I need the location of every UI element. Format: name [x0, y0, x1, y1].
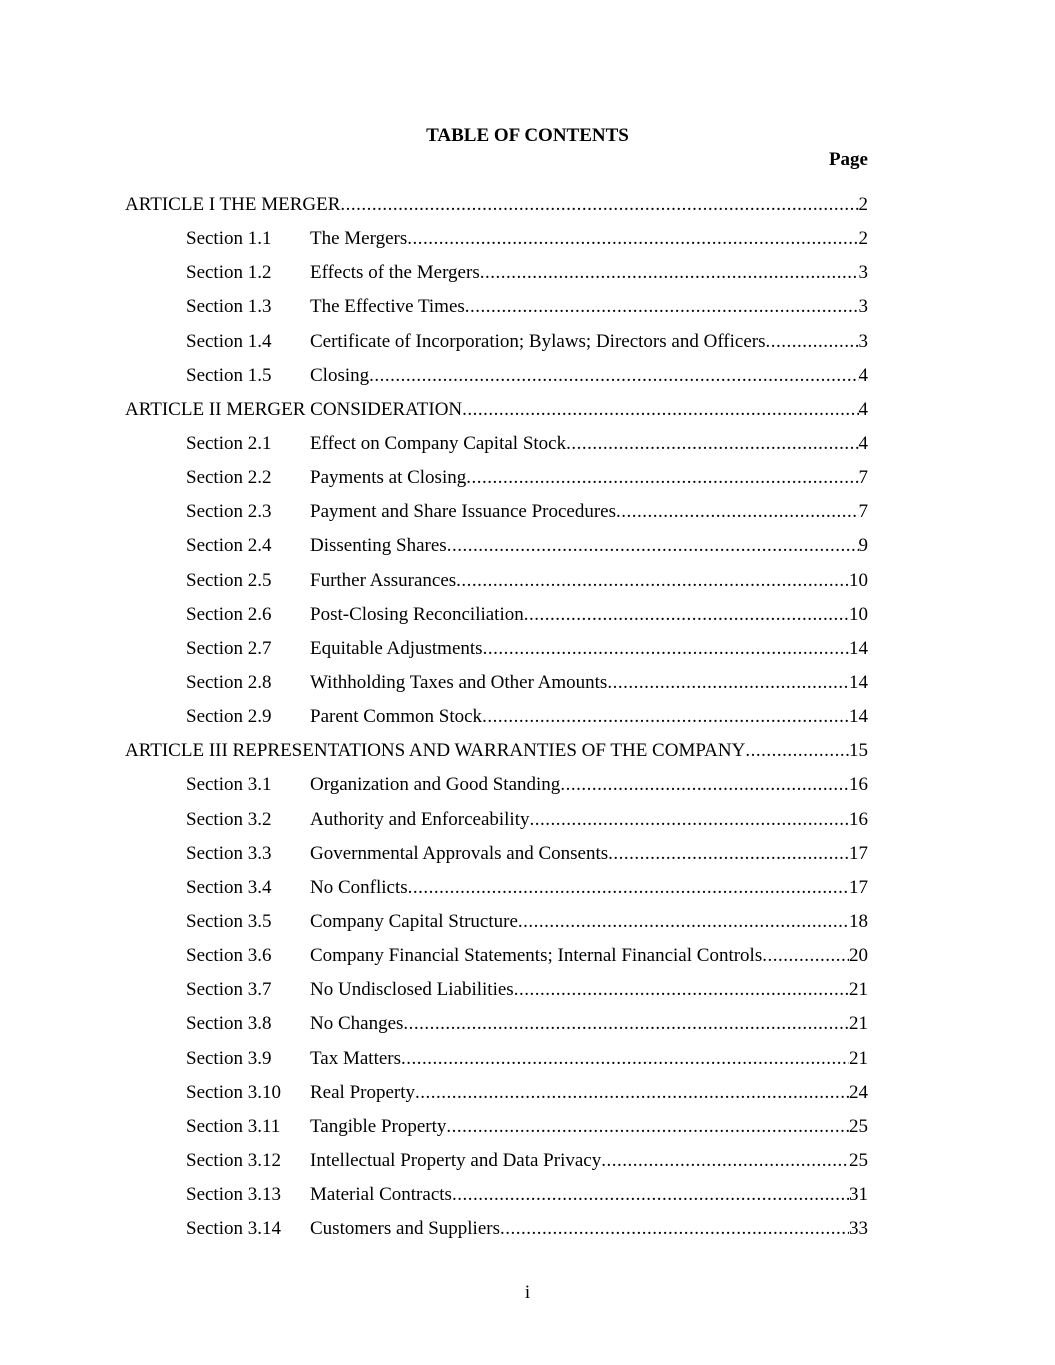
section-number: Section 3.3 — [186, 842, 272, 864]
entry-page-number: 16 — [849, 808, 868, 830]
section-number: Section 2.1 — [186, 432, 272, 454]
toc-section-entry[interactable] — [125, 842, 868, 876]
dot-leader — [762, 944, 849, 968]
section-number: Section 3.1 — [186, 774, 272, 796]
dot-leader — [465, 295, 859, 319]
dot-leader — [518, 910, 849, 934]
entry-page-number: 16 — [849, 774, 868, 796]
section-title: Payments at Closing — [310, 467, 467, 489]
entry-page-number: 21 — [849, 1013, 868, 1035]
dot-leader — [447, 534, 859, 558]
dot-leader — [480, 261, 859, 285]
section-title: Real Property — [310, 1081, 416, 1103]
section-title: Effects of the Mergers — [310, 262, 480, 284]
entry-page-number: 10 — [849, 569, 868, 591]
dot-leader — [560, 773, 849, 797]
toc-section-entry[interactable] — [125, 1047, 868, 1081]
dot-leader — [616, 500, 858, 524]
toc-section-entry[interactable] — [125, 876, 868, 910]
toc-section-entry[interactable] — [125, 261, 868, 295]
toc-section-entry[interactable] — [125, 500, 868, 534]
section-number: Section 1.3 — [186, 296, 272, 318]
section-title: No Undisclosed Liabilities — [310, 979, 514, 1001]
article-title: ARTICLE III REPRESENTATIONS AND WARRANTIES OF THE COMPANY — [125, 740, 746, 762]
toc-section-entry[interactable] — [125, 534, 868, 568]
dot-leader — [466, 466, 858, 490]
entry-page-number: 33 — [849, 1218, 868, 1240]
entry-page-number: 3 — [858, 330, 868, 352]
dot-leader — [456, 569, 849, 593]
dot-leader — [452, 1183, 849, 1207]
dot-leader — [482, 705, 849, 729]
section-number: Section 2.8 — [186, 671, 272, 693]
toc-article-entry[interactable] — [125, 193, 868, 227]
entry-page-number: 9 — [858, 535, 868, 557]
dot-leader — [500, 1217, 849, 1241]
section-number: Section 2.4 — [186, 535, 272, 557]
toc-section-entry[interactable] — [125, 432, 868, 466]
entry-page-number: 3 — [858, 262, 868, 284]
dot-leader — [566, 432, 858, 456]
section-number: Section 2.2 — [186, 467, 272, 489]
section-title: Material Contracts — [310, 1184, 452, 1206]
section-number: Section 1.4 — [186, 330, 272, 352]
entry-page-number: 2 — [858, 228, 868, 250]
section-title: Organization and Good Standing — [310, 774, 561, 796]
dot-leader — [514, 978, 849, 1002]
entry-page-number: 4 — [858, 364, 868, 386]
dot-leader — [745, 739, 849, 763]
section-title: No Changes — [310, 1013, 404, 1035]
entry-page-number: 3 — [858, 296, 868, 318]
dot-leader — [483, 637, 849, 661]
entry-page-number: 14 — [849, 706, 868, 728]
toc-list — [125, 193, 868, 1251]
section-number: Section 3.8 — [186, 1013, 272, 1035]
entry-page-number: 7 — [858, 467, 868, 489]
toc-section-entry[interactable] — [125, 808, 868, 842]
section-title: Closing — [310, 364, 370, 386]
section-number: Section 3.6 — [186, 945, 272, 967]
entry-page-number: 21 — [849, 1047, 868, 1069]
dot-leader — [415, 1081, 849, 1105]
toc-section-entry[interactable] — [125, 1217, 868, 1251]
entry-page-number: 14 — [849, 637, 868, 659]
section-title: Certificate of Incorporation; Bylaws; Directors and Officers — [310, 330, 766, 352]
section-number: Section 3.9 — [186, 1047, 272, 1069]
toc-section-entry[interactable] — [125, 944, 868, 978]
section-number: Section 3.10 — [186, 1081, 281, 1103]
article-title: ARTICLE I THE MERGER — [125, 194, 341, 215]
dot-leader — [462, 398, 858, 422]
dot-leader — [607, 671, 849, 695]
dot-leader — [408, 876, 849, 900]
section-title: Effect on Company Capital Stock — [310, 432, 567, 454]
section-title: Governmental Approvals and Consents — [310, 842, 609, 864]
section-title: Payment and Share Issuance Procedures — [310, 501, 617, 523]
section-title: The Effective Times — [310, 296, 465, 318]
entry-page-number: 4 — [858, 398, 868, 420]
section-number: Section 2.7 — [186, 637, 272, 659]
toc-section-entry[interactable] — [125, 295, 868, 329]
entry-page-number: 17 — [849, 876, 868, 898]
dot-leader — [340, 193, 858, 217]
dot-leader — [530, 808, 850, 832]
section-number: Section 3.11 — [186, 1115, 281, 1137]
toc-section-entry[interactable] — [125, 637, 868, 671]
section-title: Company Financial Statements; Internal Financial Controls — [310, 945, 763, 967]
section-number: Section 2.9 — [186, 706, 272, 728]
entry-page-number: 2 — [858, 194, 868, 215]
dot-leader — [608, 842, 849, 866]
toc-section-entry[interactable] — [125, 1183, 868, 1217]
toc-section-entry[interactable] — [125, 330, 868, 364]
toc-section-entry[interactable] — [125, 364, 868, 398]
entry-page-number: 4 — [858, 432, 868, 454]
entry-page-number: 14 — [849, 671, 868, 693]
section-title: Customers and Suppliers — [310, 1218, 500, 1240]
entry-page-number: 10 — [849, 603, 868, 625]
toc-section-entry[interactable] — [125, 466, 868, 500]
entry-page-number: 21 — [849, 979, 868, 1001]
entry-page-number: 20 — [849, 945, 868, 967]
toc-title: TABLE OF CONTENTS — [426, 125, 629, 146]
section-title: Intellectual Property and Data Privacy — [310, 1149, 602, 1171]
toc-section-entry[interactable] — [125, 773, 868, 807]
section-title: Tangible Property — [310, 1115, 447, 1137]
section-title: Company Capital Structure — [310, 910, 518, 932]
dot-leader — [401, 1047, 849, 1071]
entry-page-number: 25 — [849, 1149, 868, 1171]
toc-section-entry[interactable] — [125, 569, 868, 603]
toc-section-entry[interactable] — [125, 671, 868, 705]
section-number: Section 3.13 — [186, 1184, 281, 1206]
section-title: Tax Matters — [310, 1047, 402, 1069]
toc-section-entry[interactable] — [125, 978, 868, 1012]
section-number: Section 2.3 — [186, 501, 272, 523]
section-title: Parent Common Stock — [310, 706, 483, 728]
entry-page-number: 7 — [858, 501, 868, 523]
section-number: Section 3.2 — [186, 808, 272, 830]
section-number: Section 2.5 — [186, 569, 272, 591]
entry-page-number: 18 — [849, 910, 868, 932]
toc-section-entry[interactable] — [125, 1081, 868, 1115]
dot-leader — [407, 227, 858, 251]
section-number: Section 1.1 — [186, 228, 272, 250]
dot-leader — [766, 330, 859, 354]
section-number: Section 2.6 — [186, 603, 272, 625]
section-number: Section 3.5 — [186, 910, 272, 932]
dot-leader — [403, 1012, 849, 1036]
toc-section-entry[interactable] — [125, 910, 868, 944]
article-title: ARTICLE II MERGER CONSIDERATION — [125, 398, 463, 420]
section-number: Section 3.4 — [186, 876, 272, 898]
entry-page-number: 17 — [849, 842, 868, 864]
toc-section-entry[interactable] — [125, 227, 868, 261]
toc-section-entry[interactable] — [125, 705, 868, 739]
section-title: Equitable Adjustments — [310, 637, 483, 659]
toc-article-entry[interactable] — [125, 398, 868, 432]
entry-page-number: 25 — [849, 1115, 868, 1137]
toc-section-entry[interactable] — [125, 1115, 868, 1149]
section-title: Withholding Taxes and Other Amounts — [310, 671, 608, 693]
section-title: Further Assurances — [310, 569, 457, 591]
entry-page-number: 31 — [849, 1184, 868, 1206]
dot-leader — [524, 603, 849, 627]
section-title: The Mergers — [310, 228, 408, 250]
dot-leader — [369, 364, 858, 388]
toc-article-entry[interactable] — [125, 739, 868, 773]
entry-page-number: 24 — [849, 1081, 868, 1103]
section-number: Section 3.7 — [186, 979, 272, 1001]
page-column-header: Page — [828, 149, 868, 170]
section-number: Section 1.2 — [186, 262, 272, 284]
entry-page-number: 15 — [849, 740, 868, 762]
section-title: Dissenting Shares — [310, 535, 447, 557]
section-title: No Conflicts — [310, 876, 408, 898]
toc-section-entry[interactable] — [125, 603, 868, 637]
section-number: Section 3.14 — [186, 1218, 281, 1240]
toc-section-entry[interactable] — [125, 1149, 868, 1183]
section-title: Authority and Enforceability — [310, 808, 530, 830]
section-number: Section 3.12 — [186, 1149, 281, 1171]
dot-leader — [601, 1149, 849, 1173]
dot-leader — [446, 1115, 849, 1139]
section-title: Post-Closing Reconciliation — [310, 603, 524, 625]
section-number: Section 1.5 — [186, 364, 272, 386]
page-number: i — [524, 1282, 531, 1303]
toc-section-entry[interactable] — [125, 1012, 868, 1046]
